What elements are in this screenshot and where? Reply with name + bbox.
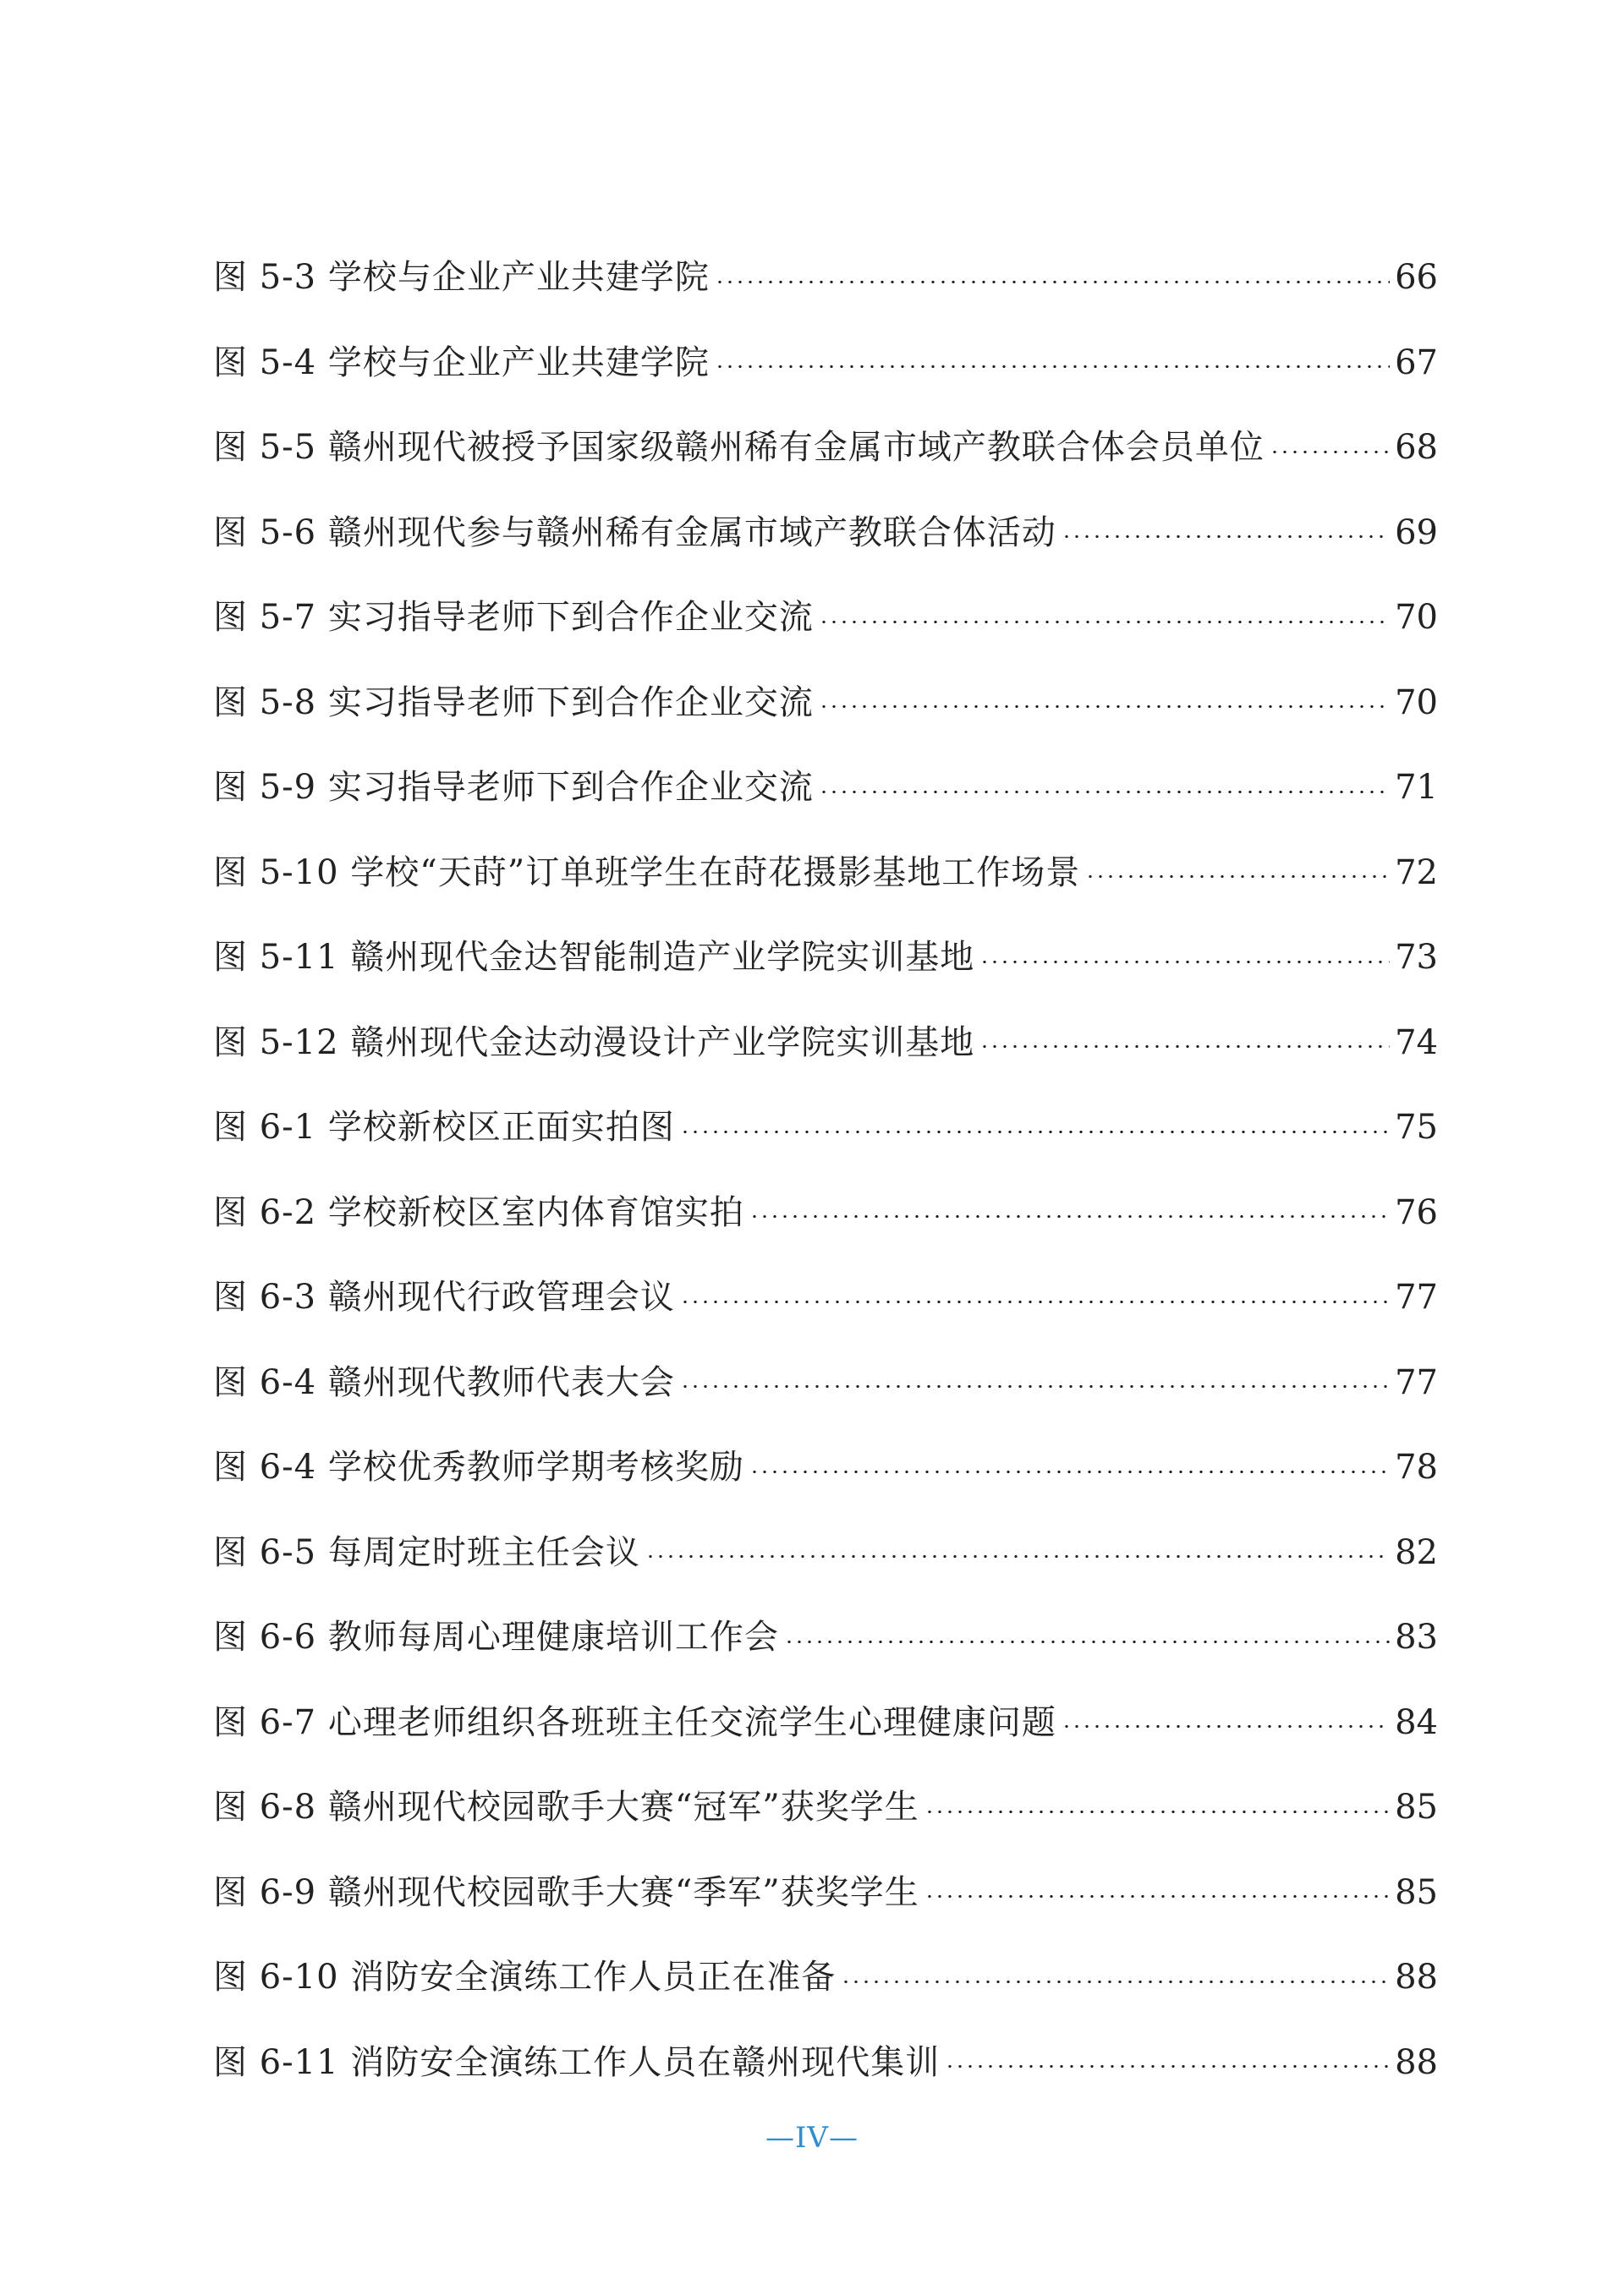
toc-entry-page: 75 xyxy=(1395,1108,1438,1148)
toc-entry[interactable] xyxy=(213,1680,1438,1766)
dot-leader xyxy=(841,1981,1390,1983)
toc-entry-label: 图 5-4 学校与企业产业共建学院 xyxy=(213,342,710,382)
toc-entry-label: 图 6-2 学校新校区室内体育馆实拍 xyxy=(213,1192,744,1232)
toc-entry-page: 78 xyxy=(1395,1448,1438,1488)
page-number: —IV— xyxy=(765,2121,859,2155)
toc-entry-label: 图 5-11 赣州现代金达智能制造产业学院实训基地 xyxy=(213,938,975,978)
dot-leader xyxy=(819,621,1390,623)
dot-leader xyxy=(1270,451,1390,453)
dot-leader xyxy=(645,1555,1390,1558)
dot-leader xyxy=(979,1045,1390,1048)
dot-leader xyxy=(945,2065,1390,2068)
toc-entry-label: 图 5-10 学校“天莳”订单班学生在莳花摄影基地工作场景 xyxy=(213,852,1081,892)
toc-entry-page: 85 xyxy=(1395,1872,1438,1912)
toc-entry[interactable] xyxy=(213,321,1438,406)
toc-entry-page: 70 xyxy=(1395,682,1438,722)
toc-entry-page: 73 xyxy=(1395,938,1438,978)
dot-leader xyxy=(749,1471,1390,1473)
toc-entry-page: 72 xyxy=(1395,852,1438,892)
dot-leader xyxy=(680,1301,1390,1303)
toc-entry-page: 67 xyxy=(1395,342,1438,382)
toc-entry-page: 82 xyxy=(1395,1532,1438,1572)
toc-entry[interactable] xyxy=(213,2020,1438,2106)
toc-entry-page: 83 xyxy=(1395,1618,1438,1658)
toc-entry[interactable] xyxy=(213,1425,1438,1510)
toc-entry[interactable] xyxy=(213,1510,1438,1596)
toc-entry-label: 图 6-8 赣州现代校园歌手大赛“冠军”获奖学生 xyxy=(213,1788,919,1827)
toc-entry-label: 图 6-5 每周定时班主任会议 xyxy=(213,1532,640,1572)
toc-entry-page: 66 xyxy=(1395,258,1438,298)
toc-entry-label: 图 6-1 学校新校区正面实拍图 xyxy=(213,1108,675,1148)
toc-entry-label: 图 5-9 实习指导老师下到合作企业交流 xyxy=(213,768,814,808)
toc-entry-page: 69 xyxy=(1395,512,1438,552)
toc-entry-page: 70 xyxy=(1395,598,1438,638)
toc-entry-page: 88 xyxy=(1395,1958,1438,1997)
dot-leader xyxy=(1062,535,1390,538)
table-of-figures xyxy=(213,235,1438,2105)
toc-entry[interactable] xyxy=(213,1935,1438,2020)
toc-entry[interactable] xyxy=(213,745,1438,830)
toc-entry[interactable] xyxy=(213,1765,1438,1850)
toc-entry-label: 图 6-4 学校优秀教师学期考核奖励 xyxy=(213,1448,744,1488)
toc-entry-label: 图 5-12 赣州现代金达动漫设计产业学院实训基地 xyxy=(213,1022,975,1062)
toc-entry-page: 74 xyxy=(1395,1022,1438,1062)
dot-leader xyxy=(924,1895,1390,1898)
toc-entry[interactable] xyxy=(213,575,1438,660)
toc-entry-page: 88 xyxy=(1395,2042,1438,2082)
dot-leader xyxy=(819,705,1390,708)
toc-entry[interactable] xyxy=(213,830,1438,916)
toc-entry-label: 图 6-6 教师每周心理健康培训工作会 xyxy=(213,1618,779,1658)
dot-leader xyxy=(715,281,1390,283)
toc-entry-label: 图 5-8 实习指导老师下到合作企业交流 xyxy=(213,682,814,722)
toc-entry-label: 图 6-11 消防安全演练工作人员在赣州现代集训 xyxy=(213,2042,941,2082)
toc-entry-page: 84 xyxy=(1395,1702,1438,1742)
toc-entry[interactable] xyxy=(213,1340,1438,1426)
toc-entry[interactable] xyxy=(213,1850,1438,1936)
toc-entry-page: 85 xyxy=(1395,1788,1438,1827)
toc-entry-label: 图 5-6 赣州现代参与赣州稀有金属市域产教联合体活动 xyxy=(213,512,1056,552)
toc-entry-label: 图 6-9 赣州现代校园歌手大赛“季军”获奖学生 xyxy=(213,1872,919,1912)
toc-entry[interactable] xyxy=(213,1170,1438,1256)
toc-entry-label: 图 5-3 学校与企业产业共建学院 xyxy=(213,258,710,298)
toc-entry-label: 图 6-4 赣州现代教师代表大会 xyxy=(213,1362,675,1402)
toc-entry[interactable] xyxy=(213,490,1438,576)
toc-entry-page: 77 xyxy=(1395,1278,1438,1318)
dot-leader xyxy=(784,1641,1390,1643)
dot-leader xyxy=(979,961,1390,963)
toc-entry[interactable] xyxy=(213,1595,1438,1680)
toc-entry-page: 76 xyxy=(1395,1192,1438,1232)
toc-entry[interactable] xyxy=(213,405,1438,490)
toc-entry-label: 图 6-10 消防安全演练工作人员正在准备 xyxy=(213,1958,837,1997)
dot-leader xyxy=(819,791,1390,793)
toc-entry-label: 图 5-7 实习指导老师下到合作企业交流 xyxy=(213,598,814,638)
toc-entry-page: 77 xyxy=(1395,1362,1438,1402)
dot-leader xyxy=(1062,1725,1390,1728)
dot-leader xyxy=(680,1385,1390,1388)
dot-leader xyxy=(715,365,1390,368)
toc-entry[interactable] xyxy=(213,915,1438,1000)
toc-entry[interactable] xyxy=(213,1085,1438,1170)
toc-entry-label: 图 5-5 赣州现代被授予国家级赣州稀有金属市域产教联合体会员单位 xyxy=(213,428,1265,468)
toc-entry[interactable] xyxy=(213,1255,1438,1340)
dot-leader xyxy=(749,1215,1390,1218)
dot-leader xyxy=(1085,875,1390,878)
toc-entry[interactable] xyxy=(213,235,1438,321)
toc-entry-label: 图 6-3 赣州现代行政管理会议 xyxy=(213,1278,675,1318)
toc-entry-label: 图 6-7 心理老师组织各班班主任交流学生心理健康问题 xyxy=(213,1702,1056,1742)
dot-leader xyxy=(924,1811,1390,1813)
toc-entry[interactable] xyxy=(213,1000,1438,1086)
dot-leader xyxy=(680,1131,1390,1133)
toc-entry-page: 68 xyxy=(1395,428,1438,468)
toc-entry[interactable] xyxy=(213,660,1438,746)
toc-entry-page: 71 xyxy=(1395,768,1438,808)
